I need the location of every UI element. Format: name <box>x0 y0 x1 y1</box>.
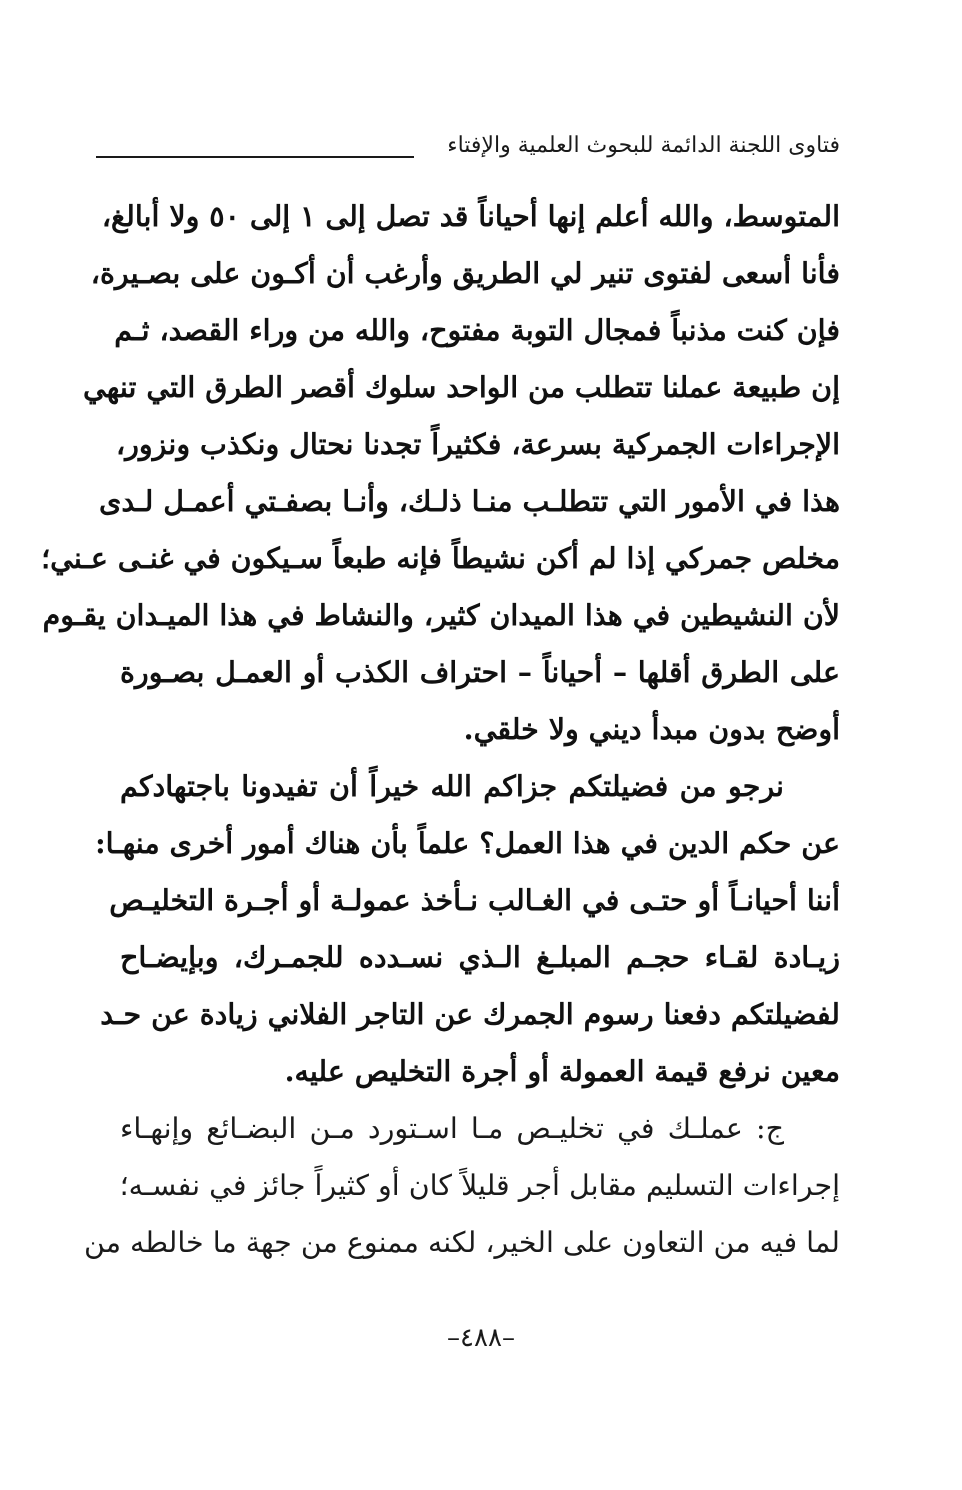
text-line: إجراءات التسليم مقابل أجر قليلاً كان أو كثيراً جائز في نفسـه؛ <box>119 1169 840 1202</box>
text-line: نرجو من فضيلتكم جزاكم الله خيراً أن تفيدونا باجتهادكم <box>120 769 784 803</box>
text-line: أننا أحيانـاً أو حتـى في الغـالب نـأخذ عمولـة أو أجـرة التخليـص <box>109 883 840 917</box>
text-line: المتوسط، والله أعلم إنها أحياناً قد تصل إلى ١ إلى ٥٠ ولا أبالغ، <box>101 199 840 233</box>
text-line: زيـادة لقـاء حجـم المبلـغ الـذي نسـدده للجمـرك، وبإيضـاح <box>120 940 840 974</box>
answer-paragraph <box>84 1100 840 1271</box>
page-body <box>41 188 840 1271</box>
text-line: على الطرق أقلها – أحياناً – احتراف الكذب أو العمـل بصـورة <box>120 655 840 689</box>
page-number: –٤٨٨– <box>447 1323 515 1353</box>
text-line: لفضيلتكم دفعنا رسوم الجمرك عن التاجر الفلاني زيادة عن حـد <box>100 997 840 1031</box>
text-line: أوضح بدون مبدأ ديني ولا خلقي. <box>463 712 840 746</box>
text-line: فأنا أسعى لفتوى تنير لي الطريق وأرغب أن أكـون على بصـيرة، <box>90 256 840 290</box>
question-paragraph-2 <box>95 758 840 1100</box>
text-line: فإن كنت مذنباً فمجال التوبة مفتوح، والله من وراء القصد، ثـم <box>114 313 840 347</box>
text-line: لما فيه من التعاون على الخير، لكنه ممنوع من جهة ما خالطه من <box>84 1226 840 1259</box>
question-paragraph-1 <box>41 188 840 758</box>
running-header: فتاوى اللجنة الدائمة للبحوث العلمية والإفتاء <box>447 133 840 158</box>
header-rule <box>96 156 414 158</box>
text-line: الإجراءات الجمركية بسرعة، فكثيراً تجدنا نحتال ونكذب ونزور، <box>115 427 840 461</box>
text-line: هذا في الأمور التي تتطلـب منـا ذلـك، وأنـا بصفـتي أعمـل لـدى <box>99 484 840 518</box>
text-line: عن حكم الدين في هذا العمل؟ علماً بأن هناك أمور أخرى منهـا: <box>95 826 840 860</box>
text-line: ج: عملـك في تخليـص مـا اسـتورد مـن البضـائع وإنهـاء <box>120 1112 784 1145</box>
text-line: لأن النشيطين في هذا الميدان كثير، والنشاط في هذا الميـدان يقـوم <box>42 598 840 632</box>
text-line: معين نرفع قيمة العمولة أو أجرة التخليص عليه. <box>284 1054 840 1088</box>
text-line: مخلص جمركي إذا لم أكن نشيطاً فإنه طبعاً سـيكون في غنـى عـني؛ <box>41 541 840 575</box>
text-line: إن طبيعة عملنا تتطلب من الواحد سلوك أقصر الطرق التي تنهي <box>82 370 840 404</box>
